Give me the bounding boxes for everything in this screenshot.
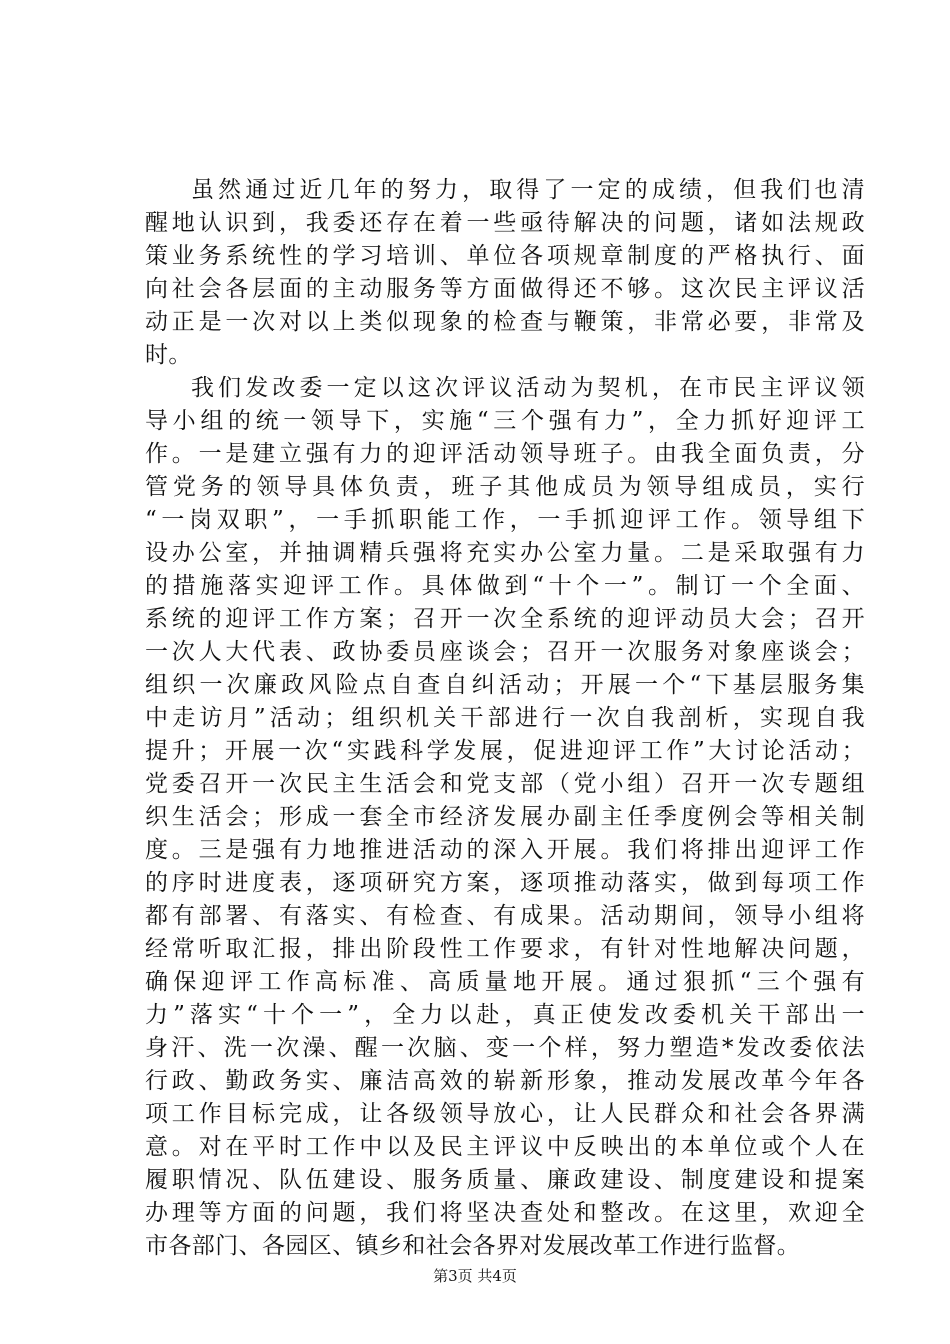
text-line: 市各部门、各园区、镇乡和社会各界对发展改革工作进行监督。: [145, 1233, 801, 1259]
text-line: 项工作目标完成，让各级领导放心，让人民群众和社会各界满: [145, 1101, 865, 1127]
text-line: 的措施落实迎评工作。具体做到“十个一”。制订一个全面、: [145, 573, 865, 599]
text-line: 组织一次廉政风险点自查自纠活动；开展一个“下基层服务集: [145, 672, 865, 698]
text-line: 虽然通过近几年的努力，取得了一定的成绩，但我们也清: [191, 177, 865, 203]
text-line: 系统的迎评工作方案；召开一次全系统的迎评动员大会；召开: [145, 606, 865, 632]
text-line: “一岗双职”，一手抓职能工作，一手抓迎评工作。领导组下: [145, 507, 865, 533]
page-number-footer: 第3页 共4页: [433, 1267, 517, 1285]
text-line: 都有部署、有落实、有检查、有成果。活动期间，领导小组将: [145, 903, 865, 929]
text-line: 中走访月”活动；组织机关干部进行一次自我剖析，实现自我: [145, 705, 865, 731]
document-body: [145, 174, 865, 1263]
text-line: 织生活会；形成一套全市经济发展办副主任季度例会等相关制: [145, 804, 865, 830]
text-line: 策业务系统性的学习培训、单位各项规章制度的严格执行、面: [145, 243, 865, 269]
paragraph-1: [145, 174, 865, 372]
text-line: 作。一是建立强有力的迎评活动领导班子。由我全面负责，分: [145, 441, 865, 467]
text-line: 确保迎评工作高标准、高质量地开展。通过狠抓“三个强有: [145, 969, 865, 995]
text-line: 的序时进度表，逐项研究方案，逐项推动落实，做到每项工作: [145, 870, 865, 896]
text-line: 身汗、洗一次澡、醒一次脑、变一个样，努力塑造*发改委依法: [145, 1035, 865, 1061]
text-line: 设办公室，并抽调精兵强将充实办公室力量。二是采取强有力: [145, 540, 865, 566]
text-line: 办理等方面的问题，我们将坚决查处和整改。在这里，欢迎全: [145, 1200, 865, 1226]
text-line: 动正是一次对以上类似现象的检查与鞭策，非常必要，非常及: [145, 309, 865, 335]
paragraph-2: [145, 372, 865, 1263]
text-line: 意。对在平时工作中以及民主评议中反映出的本单位或个人在: [145, 1134, 865, 1160]
text-line: 醒地认识到，我委还存在着一些亟待解决的问题，诸如法规政: [145, 210, 865, 236]
text-line: 提升；开展一次“实践科学发展，促进迎评工作”大讨论活动；: [145, 738, 865, 764]
text-line: 导小组的统一领导下，实施“三个强有力”，全力抓好迎评工: [145, 408, 865, 434]
text-line: 时。: [145, 342, 192, 368]
text-line: 一次人大代表、政协委员座谈会；召开一次服务对象座谈会；: [145, 639, 865, 665]
text-line: 管党务的领导具体负责，班子其他成员为领导组成员，实行: [145, 474, 865, 500]
text-line: 经常听取汇报，排出阶段性工作要求，有针对性地解决问题，: [145, 936, 865, 962]
text-line: 向社会各层面的主动服务等方面做得还不够。这次民主评议活: [145, 276, 865, 302]
text-line: 党委召开一次民主生活会和党支部（党小组）召开一次专题组: [145, 771, 865, 797]
text-line: 我们发改委一定以这次评议活动为契机，在市民主评议领: [191, 375, 865, 401]
text-line: 行政、勤政务实、廉洁高效的崭新形象，推动发展改革今年各: [145, 1068, 865, 1094]
text-line: 履职情况、队伍建设、服务质量、廉政建设、制度建设和提案: [145, 1167, 865, 1193]
text-line: 力”落实“十个一”，全力以赴，真正使发改委机关干部出一: [145, 1002, 865, 1028]
text-line: 度。三是强有力地推进活动的深入开展。我们将排出迎评工作: [145, 837, 865, 863]
